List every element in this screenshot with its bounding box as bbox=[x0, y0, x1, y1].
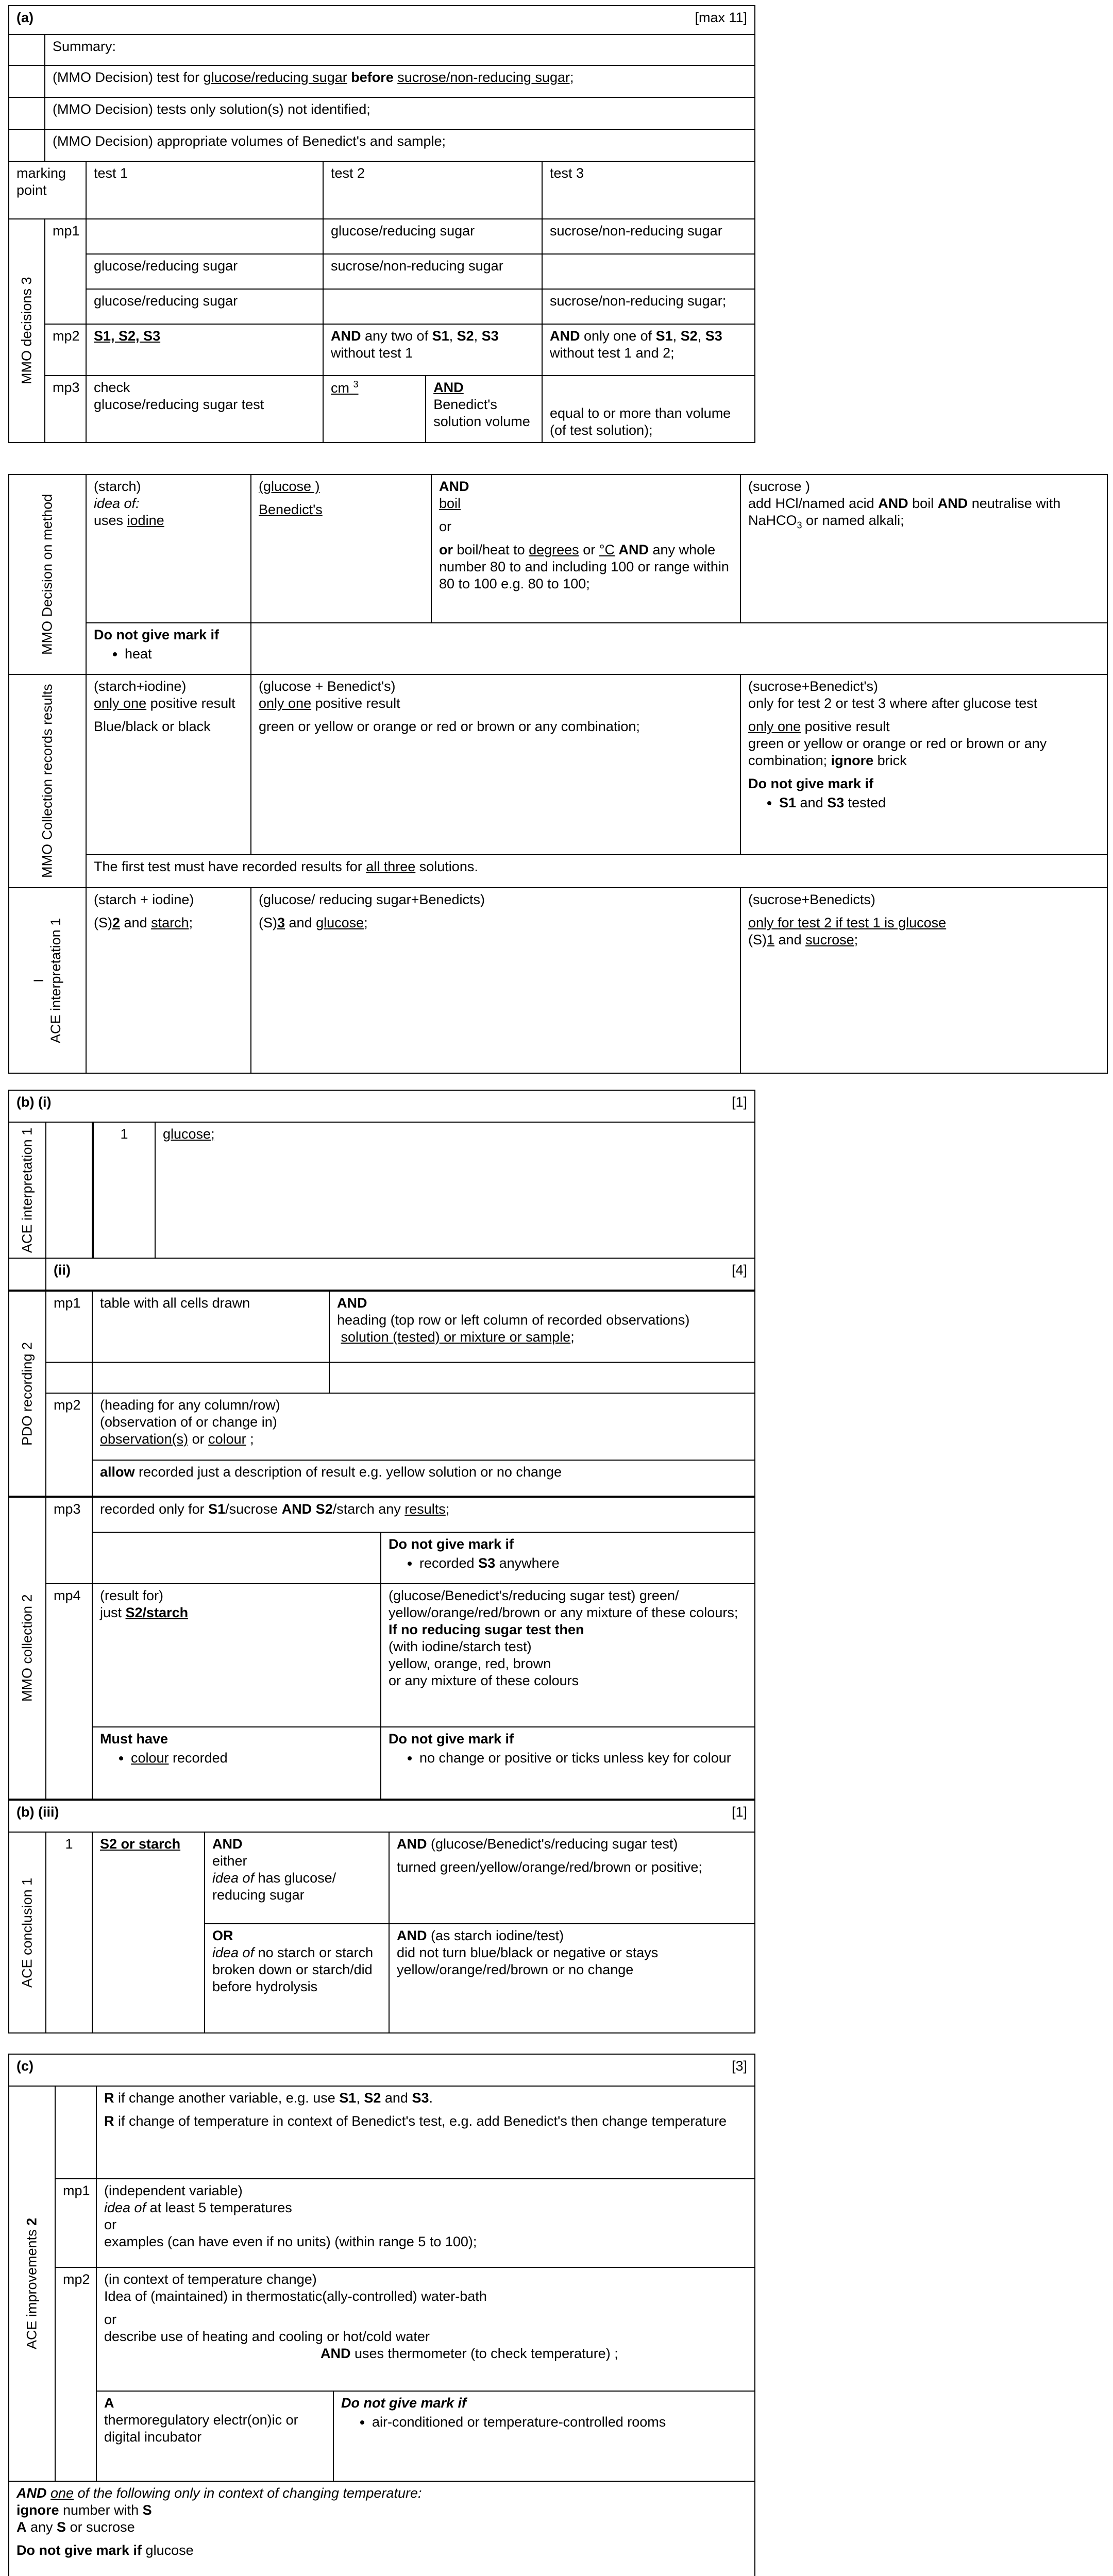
cell: sucrose/non-reducing sugar bbox=[542, 219, 755, 254]
collection-footer: The first test must have recorded results for all three solutions. bbox=[86, 855, 1107, 888]
test-3-header: test 3 bbox=[542, 161, 755, 219]
cell: cm $^3$ AND Benedict's solution volume bbox=[323, 376, 542, 443]
side-label-collection: MMO Collection records results bbox=[9, 674, 86, 888]
part-a-header bbox=[9, 6, 755, 35]
test-1-header: test 1 bbox=[86, 161, 323, 219]
part-label: (a) bbox=[16, 10, 33, 25]
cell: Do not give mark if • recorded S3 anywhere bbox=[381, 1532, 755, 1584]
mp3-label: mp3 bbox=[45, 376, 86, 443]
cell: OR idea of no starch or starch broken down or starch/did before hydrolysis bbox=[205, 1924, 389, 2033]
cell: (result for) just S2/starch bbox=[92, 1584, 381, 1727]
collection-starch: (starch+iodine) only one positive result Blue/black or black bbox=[86, 674, 251, 855]
bii-mp1-label: mp1 bbox=[46, 1291, 92, 1362]
cell: Do not give mark if • air-conditioned or temperature-controlled rooms bbox=[333, 2391, 755, 2481]
cell: Do not give mark if • no change or positive or ticks unless key for colour bbox=[381, 1727, 755, 1799]
c-mp2-label: mp2 bbox=[55, 2267, 96, 2481]
mp2-label: mp2 bbox=[45, 324, 86, 376]
cell: glucose/reducing sugar bbox=[323, 219, 542, 254]
test-2-header: test 2 bbox=[323, 161, 542, 219]
part-c-table bbox=[8, 2054, 754, 2576]
part-bi-header: (b) (i) [1] bbox=[9, 1090, 755, 1122]
side-label-pdo: PDO recording 2 bbox=[9, 1291, 46, 1496]
max-marks: [max 11] bbox=[695, 10, 748, 25]
bii-mp2-label: mp2 bbox=[46, 1393, 92, 1496]
part-c-header: (c) [3] bbox=[9, 2054, 755, 2086]
cell: Must have • colour recorded bbox=[92, 1727, 381, 1799]
side-label-mmo-decisions: MMO decisions 3 bbox=[9, 219, 45, 443]
bi-answer: 1 glucose; bbox=[92, 1122, 755, 1258]
cell: recorded only for S1/sucrose AND S2/starch any results; bbox=[92, 1497, 755, 1532]
cell: allow recorded just a description of result e.g. yellow solution or no change bbox=[92, 1460, 755, 1496]
method-glucose: (glucose ) Benedict's bbox=[251, 474, 431, 623]
cell: AND (as starch iodine/test) did not turn blue/black or negative or stays yellow/orange/red/brown or no change bbox=[389, 1924, 755, 2033]
summary-line-1: (MMO Decision) test for glucose/reducing sugar before sucrose/non-reducing sugar; bbox=[45, 65, 755, 97]
cell: (in context of temperature change) Idea of (maintained) in thermostatic(ally-controlled) water-bath or describe use of heating and cooling or hot/cold water AND uses thermometer (to check temperature) ; bbox=[96, 2267, 755, 2391]
method-starch: (starch) idea of: uses iodine bbox=[86, 474, 251, 623]
bii-mp4-label: mp4 bbox=[46, 1584, 92, 1799]
interp-starch: (starch + iodine) (S)2 and starch; bbox=[86, 888, 251, 1073]
summary-line-2: (MMO Decision) tests only solution(s) not identified; bbox=[45, 97, 755, 129]
cell: (independent variable) idea of at least 5 temperatures or examples (can have even if no units) (within range 5 to 100); bbox=[96, 2179, 755, 2267]
cell: AND (glucose/Benedict's/reducing sugar test) turned green/yellow/orange/red/brown or positive; bbox=[389, 1832, 755, 1924]
part-a-table bbox=[8, 5, 754, 443]
bii-mp3-label: mp3 bbox=[46, 1497, 92, 1584]
cell: (glucose/Benedict's/reducing sugar test) green/ yellow/orange/red/brown or any mixture of these colours; If no reducing sugar test then (with iodine/starch test) yellow, orange, red, brown or any mixture of these colours bbox=[381, 1584, 755, 1727]
c-note: AND one of the following only in context of changing temperature: ignore number with S A any S or sucrose Do not give mark if glucose bbox=[9, 2481, 755, 2576]
part-biii-header: (b) (iii) [1] bbox=[9, 1800, 755, 1832]
side-label-conclusion: ACE conclusion 1 bbox=[9, 1832, 46, 2033]
summary-line-3: (MMO Decision) appropriate volumes of Benedict's and sample; bbox=[45, 129, 755, 161]
cell: AND only one of S1, S2, S3 without test 1 and 2; bbox=[542, 324, 755, 376]
cell: A thermoregulatory electr(on)ic or digital incubator bbox=[96, 2391, 333, 2481]
mp1-label: mp1 bbox=[45, 219, 86, 324]
method-table bbox=[8, 474, 1107, 1074]
cell: glucose/reducing sugar bbox=[86, 289, 323, 324]
c-mp1-label: mp1 bbox=[55, 2179, 96, 2267]
part-bii-header: (ii) [4] bbox=[46, 1258, 755, 1290]
cell: AND heading (top row or left column of recorded observations) solution (tested) or mixture or sample; bbox=[329, 1291, 755, 1362]
interp-sucrose: (sucrose+Benedicts) only for test 2 if test 1 is glucose (S)1 and sucrose; bbox=[740, 888, 1107, 1073]
interp-glucose: (glucose/ reducing sugar+Benedicts) (S)3 and glucose; bbox=[251, 888, 740, 1073]
cell: AND either idea of has glucose/ reducing sugar bbox=[205, 1832, 389, 1924]
cell: R if change another variable, e.g. use S1, S2 and S3. R if change of temperature in context of Benedict's test, e.g. add Benedict's then change temperature bbox=[96, 2086, 755, 2179]
side-label-mmo-collection: MMO collection 2 bbox=[9, 1497, 46, 1799]
cell: sucrose/non-reducing sugar; bbox=[542, 289, 755, 324]
cell: table with all cells drawn bbox=[92, 1291, 329, 1362]
cell: S1, S2, S3 bbox=[86, 324, 323, 376]
collection-glucose: (glucose + Benedict's) only one positive result green or yellow or orange or red or brown or any combination; bbox=[251, 674, 740, 855]
side-label-interpretation: I ACE interpretation 1 bbox=[9, 888, 86, 1073]
side-label-improvements-2: ACE improvements 2 bbox=[9, 2086, 55, 2481]
cell: AND any two of S1, S2, S3 without test 1 bbox=[323, 324, 542, 376]
cell: (heading for any column/row) (observation of or change in) observation(s) or colour ; bbox=[92, 1393, 755, 1460]
method-dng: Do not give mark if • heat bbox=[86, 623, 251, 674]
cell: 1 bbox=[46, 1832, 92, 2033]
cell: glucose/reducing sugar bbox=[86, 254, 323, 289]
part-b-table bbox=[8, 1090, 754, 2033]
side-label-method: MMO Decision on method bbox=[9, 474, 86, 674]
collection-sucrose: (sucrose+Benedict's) only for test 2 or test 3 where after glucose test only one positive result green or yellow or orange or red or brown or any combination; ignore brick Do not give mark if • S1 and S3 tested bbox=[740, 674, 1107, 855]
cell: equal to or more than volume (of test solution); bbox=[542, 376, 755, 443]
side-label-bi: ACE interpretation 1 bbox=[9, 1122, 46, 1258]
cell: check glucose/reducing sugar test bbox=[86, 376, 323, 443]
cell: S2 or starch bbox=[92, 1832, 205, 2033]
summary-heading: Summary: bbox=[45, 35, 755, 65]
method-sucrose: (sucrose ) add HCl/named acid AND boil AND neutralise with NaHCO$_3$ or named alkali; bbox=[740, 474, 1107, 623]
cell: sucrose/non-reducing sugar bbox=[323, 254, 542, 289]
marking-point-header: marking point bbox=[9, 161, 86, 219]
method-boil: AND boil or or boil/heat to degrees or °C AND any whole number 80 to and including 100 or range within 80 to 100 e.g. 80 to 100; bbox=[431, 474, 740, 623]
